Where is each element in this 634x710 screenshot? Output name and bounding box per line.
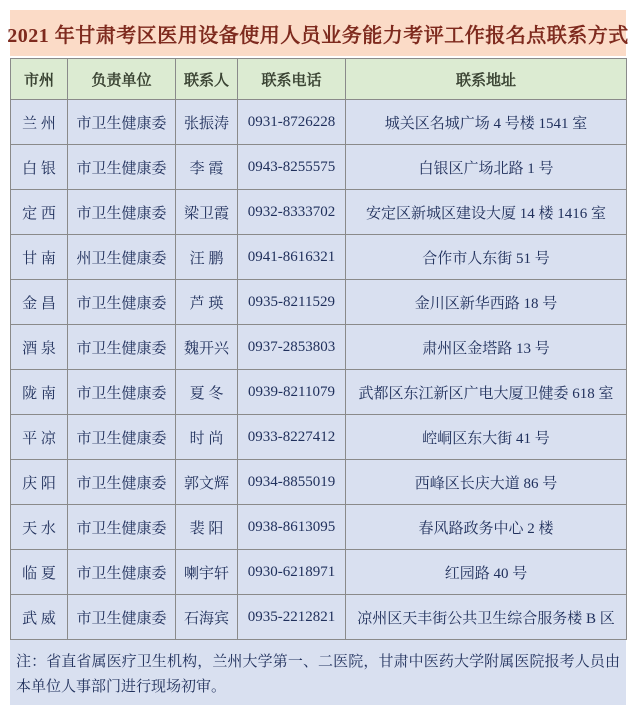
- cell-unit: 市卫生健康委: [68, 190, 176, 235]
- contacts-table: [10, 58, 627, 640]
- cell-address: 合作市人东街 51 号: [346, 235, 627, 280]
- cell-unit: 市卫生健康委: [68, 325, 176, 370]
- cell-address: 城关区名城广场 4 号楼 1541 室: [346, 100, 627, 145]
- title-bar: [7, 10, 629, 56]
- cell-address: 肃州区金塔路 13 号: [346, 325, 627, 370]
- cell-phone: 0932-8333702: [238, 190, 346, 235]
- cell-contact: 时 尚: [176, 415, 238, 460]
- footnote: 注：省直省属医疗卫生机构，兰州大学第一、二医院，甘肃中医药大学附属医院报考人员由本单位人事部门进行现场初审。: [16, 654, 620, 695]
- cell-unit: 市卫生健康委: [68, 145, 176, 190]
- table-row: [11, 415, 627, 460]
- cell-contact: 芦 瑛: [176, 280, 238, 325]
- page-title: 2021 年甘肃考区医用设备使用人员业务能力考评工作报名点联系方式: [7, 24, 629, 47]
- cell-contact: 夏 冬: [176, 370, 238, 415]
- cell-city: 金 昌: [11, 280, 68, 325]
- cell-unit: 市卫生健康委: [68, 280, 176, 325]
- cell-city: 庆 阳: [11, 460, 68, 505]
- cell-address: 春风路政务中心 2 楼: [346, 505, 627, 550]
- cell-address: 白银区广场北路 1 号: [346, 145, 627, 190]
- table-row: [11, 370, 627, 415]
- cell-contact: 梁卫霞: [176, 190, 238, 235]
- cell-contact: 郭文辉: [176, 460, 238, 505]
- cell-city: 甘 南: [11, 235, 68, 280]
- cell-phone: 0935-2212821: [238, 595, 346, 640]
- cell-contact: 汪 鹏: [176, 235, 238, 280]
- cell-phone: 0931-8726228: [238, 100, 346, 145]
- cell-contact: 张振涛: [176, 100, 238, 145]
- table-row: [11, 280, 627, 325]
- cell-phone: 0941-8616321: [238, 235, 346, 280]
- table-and-note-area: [10, 58, 626, 705]
- table-body: [11, 100, 627, 640]
- cell-phone: 0935-8211529: [238, 280, 346, 325]
- cell-city: 武 威: [11, 595, 68, 640]
- cell-address: 红园路 40 号: [346, 550, 627, 595]
- table-row: [11, 190, 627, 235]
- cell-unit: 市卫生健康委: [68, 415, 176, 460]
- cell-unit: 市卫生健康委: [68, 550, 176, 595]
- cell-contact: 石海宾: [176, 595, 238, 640]
- cell-phone: 0930-6218971: [238, 550, 346, 595]
- cell-unit: 市卫生健康委: [68, 595, 176, 640]
- table-row: [11, 550, 627, 595]
- table-row: [11, 325, 627, 370]
- cell-address: 凉州区天丰街公共卫生综合服务楼 B 区: [346, 595, 627, 640]
- cell-phone: 0933-8227412: [238, 415, 346, 460]
- cell-address: 金川区新华西路 18 号: [346, 280, 627, 325]
- cell-city: 兰 州: [11, 100, 68, 145]
- table-row: [11, 595, 627, 640]
- cell-unit: 市卫生健康委: [68, 100, 176, 145]
- cell-phone: 0938-8613095: [238, 505, 346, 550]
- cell-unit: 市卫生健康委: [68, 505, 176, 550]
- column-header-address: 联系地址: [346, 59, 627, 100]
- cell-unit: 州卫生健康委: [68, 235, 176, 280]
- cell-city: 平 凉: [11, 415, 68, 460]
- cell-phone: 0943-8255575: [238, 145, 346, 190]
- cell-address: 武都区东江新区广电大厦卫健委 618 室: [346, 370, 627, 415]
- table-row: [11, 505, 627, 550]
- cell-contact: 李 霞: [176, 145, 238, 190]
- cell-city: 天 水: [11, 505, 68, 550]
- table-header-row: [11, 59, 627, 100]
- cell-phone: 0937-2853803: [238, 325, 346, 370]
- cell-phone: 0934-8855019: [238, 460, 346, 505]
- content-area: [7, 10, 629, 705]
- cell-address: 安定区新城区建设大厦 14 楼 1416 室: [346, 190, 627, 235]
- cell-city: 白 银: [11, 145, 68, 190]
- cell-contact: 喇宇轩: [176, 550, 238, 595]
- cell-address: 西峰区长庆大道 86 号: [346, 460, 627, 505]
- cell-city: 临 夏: [11, 550, 68, 595]
- table-row: [11, 100, 627, 145]
- cell-address: 崆峒区东大街 41 号: [346, 415, 627, 460]
- cell-city: 定 西: [11, 190, 68, 235]
- cell-unit: 市卫生健康委: [68, 460, 176, 505]
- cell-contact: 裴 阳: [176, 505, 238, 550]
- table-row: [11, 235, 627, 280]
- column-header-contact: 联系人: [176, 59, 238, 100]
- cell-unit: 市卫生健康委: [68, 370, 176, 415]
- column-header-phone: 联系电话: [238, 59, 346, 100]
- cell-contact: 魏开兴: [176, 325, 238, 370]
- cell-city: 酒 泉: [11, 325, 68, 370]
- column-header-unit: 负责单位: [68, 59, 176, 100]
- cell-city: 陇 南: [11, 370, 68, 415]
- table-row: [11, 460, 627, 505]
- cell-phone: 0939-8211079: [238, 370, 346, 415]
- table-row: [11, 145, 627, 190]
- column-header-city: 市州: [11, 59, 68, 100]
